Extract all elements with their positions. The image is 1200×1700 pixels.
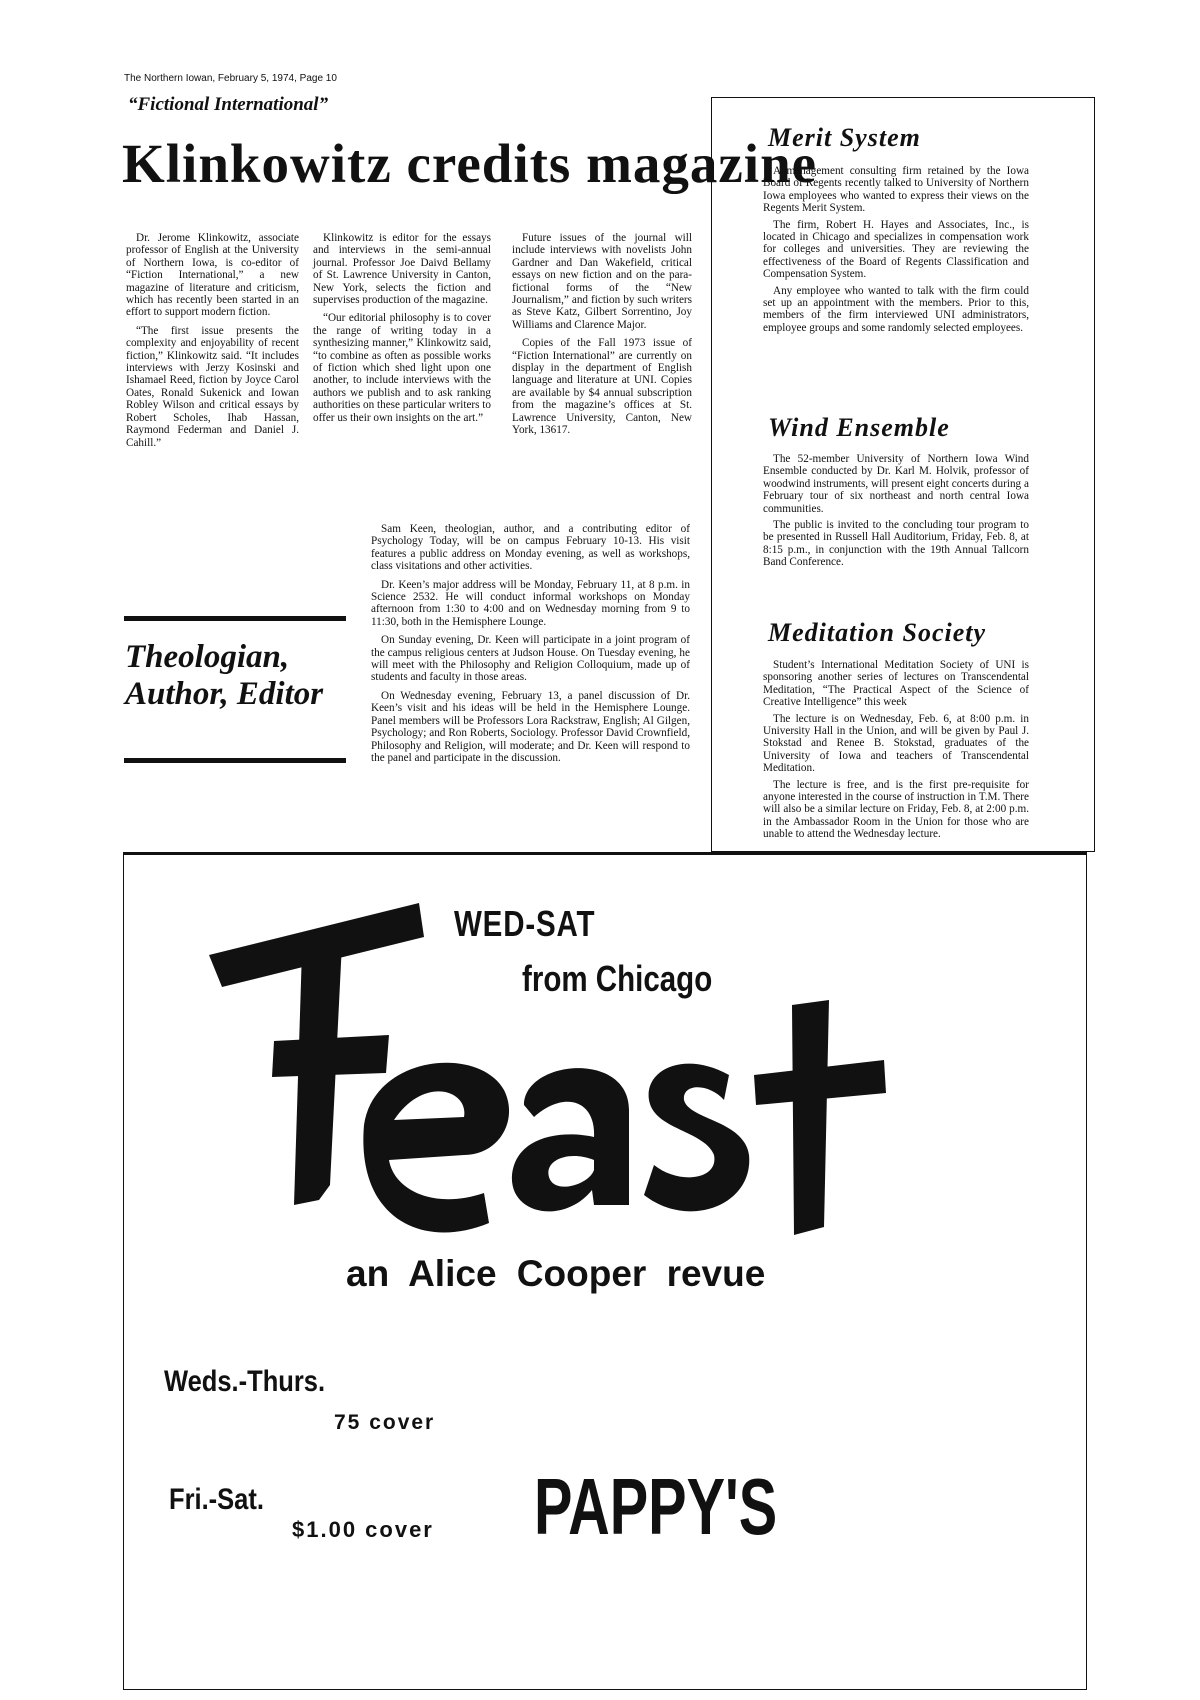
ad-weekend-label: Fri.-Sat.	[169, 1483, 264, 1516]
paragraph: On Sunday evening, Dr. Keen will participate in a joint program of the campus religious centers at Judson House. On Tuesday evening, he will meet with the Philosophy and Religion Colloquium, made up of students and faculty in those areas.	[371, 634, 690, 684]
paragraph: The public is invited to the concluding tour program to be presented in Russell Hall Auditorium, Friday, Feb. 8, at 8:15 p.m., in conjunction with the 19th Annual Tallcorn Band Conference.	[763, 519, 1029, 569]
headline-line: Theologian,	[125, 639, 290, 675]
paragraph: The 52-member University of Northern Iowa Wind Ensemble conducted by Dr. Karl M. Holvik, professor of woodwind instruments, will present eight concerts during a February tour of six northeast and north central Iowa communities.	[763, 453, 1029, 515]
divider-rule	[124, 758, 346, 763]
page-folio: The Northern Iowan, February 5, 1974, Page 10	[124, 73, 337, 84]
paragraph: The firm, Robert H. Hayes and Associates, Inc., is located in Chicago and specializes in compensation work for colleges and universities. They are reviewing the effectiveness of the Board of Regents Classification and Compensation System.	[763, 218, 1029, 281]
article-column-2	[313, 232, 491, 430]
paragraph: Sam Keen, theologian, author, and a contributing editor of Psychology Today, will be on campus February 10-13. His visit features a public address on Monday evening, as well as workshops, class visitations and other activities.	[371, 523, 690, 573]
article-headline: Klinkowitz credits magazine	[122, 133, 818, 194]
ad-weekend-price: $1.00 cover	[292, 1517, 434, 1542]
wind-body	[763, 453, 1029, 573]
meditation-body	[763, 659, 1029, 845]
ad-weekday-label: Weds.-Thurs.	[164, 1365, 326, 1398]
ad-weekday-price: 75 cover	[334, 1411, 436, 1434]
paragraph: The lecture is on Wednesday, Feb. 6, at 8:00 p.m. in University Hall in the Union, and will be given by Paul J. Stokstad and Renee B. Stokstad, graduates of the University of Iowa and teachers of Transcendental Meditation.	[763, 712, 1029, 775]
paragraph: Any employee who wanted to talk with the firm could set up an appointment with the members. Prior to this, members of the firm interviewed UNI administrators, employee groups and some randomly selected employees.	[763, 284, 1029, 334]
paragraph: Dr. Jerome Klinkowitz, associate professor of English at the University of Northern Iowa, is co-editor of “Fiction International,” a new magazine of literature and criticism, which has recently been started in an effort to support modern fiction.	[126, 232, 299, 319]
theologian-headline	[125, 639, 355, 713]
paragraph: A management consulting firm retained by the Iowa Board of Regents recently talked to University of Northern Iowa employees who wanted to express their views on the Regents Merit System.	[763, 165, 1029, 215]
merit-body	[763, 165, 1029, 338]
paragraph: Copies of the Fall 1973 issue of “Fiction International” are currently on display in the department of English language and literature at UNI. Copies are available by $4 annual subscription from the magazine’s offices at St. Lawrence University, Canton, New York, 13617.	[512, 337, 692, 437]
paragraph: Klinkowitz is editor for the essays and interviews in the semi-annual journal. Professor Joe Daivd Bellamy of St. Lawrence University in Canton, New York, selects the fiction and supervises production of the magazine.	[313, 232, 491, 307]
paragraph: “The first issue presents the complexity and enjoyability of recent fiction,” Klinkowitz said. “It includes interviews with Jerzy Kosinski and Ishamael Reed, fiction by Joyce Carol Oates, Ronald Sukenick and Iowan Robley Wilson and critical essays by Robert Scholes, Ihab Hassan, Raymond Federman and Daniel J. Cahill.”	[126, 324, 299, 449]
merit-headline: Merit System	[768, 123, 921, 152]
divider-rule	[124, 616, 346, 621]
ad-subtitle: an Alice Cooper revue	[346, 1253, 766, 1294]
paragraph: The lecture is free, and is the first pre-requisite for anyone interested in the course of instruction in T.M. There will also be a similar lecture on Friday, Feb. 8, at 2:00 p.m. in the Ambassador Room in the Union for those who are unable to attend the Wednesday lecture.	[763, 778, 1029, 841]
paragraph: Student’s International Meditation Society of UNI is sponsoring another series of lectures on Transcendental Meditation, “The Practical Aspect of the Science of Creative Intelligence” this week	[763, 659, 1029, 709]
paragraph: Future issues of the journal will include interviews with novelists John Gardner and Dan Wakefield, critical essays on new fiction and on the para-fictional forms of the “New Journalism,” and fiction by such writers as Steve Katz, Gilbert Sorrentino, Joy Williams and Clarence Major.	[512, 232, 692, 331]
wind-headline: Wind Ensemble	[768, 413, 950, 442]
ad-origin: from Chicago	[522, 958, 713, 999]
paragraph: “Our editorial philosophy is to cover the range of writing today in a synthesizing manner,” Klinkowitz said, “to combine as often as possible works of fiction which shed light upon one another, to include interviews with the authors we publish and to ask ranking authorities on these particular writers to offer us their own insights on the art.”	[313, 312, 492, 424]
paragraph: Dr. Keen’s major address will be Monday, February 11, at 8 p.m. in Science 2532. He will conduct informal workshops on Monday afternoon from 1:30 to 4:00 and on Wednesday morning from 9 to 11:30, both in the Hemisphere Lounge.	[371, 578, 690, 628]
ad-days: WED-SAT	[454, 903, 596, 944]
paragraph: On Wednesday evening, February 13, a panel discussion of Dr. Keen’s visit and his ideas will be held in the Hemisphere Lounge. Panel members will be Professors Lora Rackstraw, English; Al Gilgen, Psychology; and Ron Roberts, Sociology. Professor David Crownfield, Philosophy and Religion, will moderate; and Dr. Keen will respond to the panel and participate in the discussion.	[371, 689, 690, 764]
theologian-body	[371, 523, 690, 770]
headline-line: Author, Editor	[125, 676, 324, 712]
ad-venue: PAPPY'S	[534, 1462, 778, 1551]
advertisement	[123, 852, 1087, 1690]
article-kicker: “Fictional International”	[128, 94, 329, 115]
meditation-headline: Meditation Society	[768, 618, 987, 647]
article-column-1	[126, 232, 299, 455]
article-column-3	[512, 232, 692, 443]
